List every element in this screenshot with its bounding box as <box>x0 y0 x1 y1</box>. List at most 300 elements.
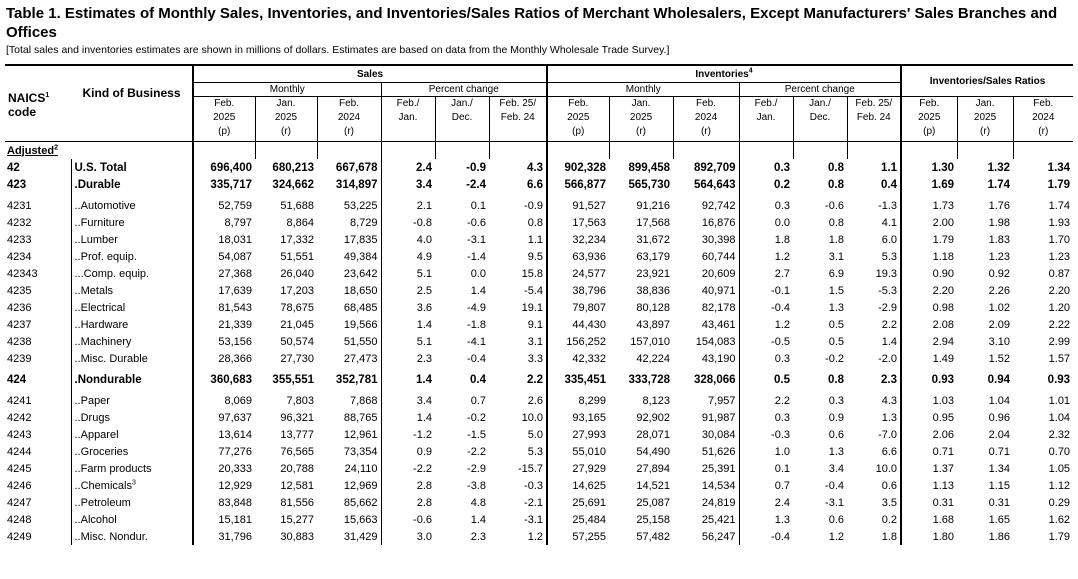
value-cell: 25,484 <box>547 511 609 528</box>
value-cell: 9.1 <box>527 318 544 331</box>
value-cell: 3.4 <box>381 176 435 193</box>
value-cell: 2.3 <box>881 373 898 386</box>
value-cell: 42,332 <box>547 350 609 367</box>
column-header-line: Feb. <box>568 98 589 109</box>
value-cell: 2.1 <box>381 193 435 214</box>
value-cell: 6.6 <box>527 178 544 191</box>
naics-code: 4243 <box>7 428 32 441</box>
value-cell: 2.3 <box>381 350 435 367</box>
value-cell: 0.3 <box>828 394 845 407</box>
naics-code: 424 <box>7 373 27 386</box>
value-cell: 1.05 <box>1048 462 1071 475</box>
column-header-line: (p) <box>572 126 585 137</box>
value-cell: 1.20 <box>1048 301 1071 314</box>
value-cell: 25,691 <box>547 494 609 511</box>
naics-code: 4249 <box>7 530 32 543</box>
value-cell: 20,333 <box>193 460 255 477</box>
value-cell: 8,299 <box>547 388 609 409</box>
value-cell: 2.00 <box>901 214 957 231</box>
value-cell: 1.65 <box>988 513 1011 526</box>
value-cell: 2.5 <box>381 282 435 299</box>
value-cell: -0.9 <box>524 199 544 212</box>
value-cell: 12,929 <box>193 477 255 494</box>
column-header-line: Feb. 24 <box>500 112 535 123</box>
value-cell: 17,203 <box>280 284 314 297</box>
value-cell: 0.90 <box>901 265 957 282</box>
kind-of-business: U.S. Total <box>71 159 193 176</box>
value-cell: 18,031 <box>193 231 255 248</box>
value-cell: 0.8 <box>828 373 845 386</box>
value-cell: 0.9 <box>828 411 845 424</box>
value-cell: 2.09 <box>988 318 1011 331</box>
value-cell: -0.2 <box>467 411 486 424</box>
value-cell: 93,165 <box>547 409 609 426</box>
value-cell: 566,877 <box>547 176 609 193</box>
value-cell: 2.94 <box>901 333 957 350</box>
value-cell: 1.4 <box>881 335 898 348</box>
value-cell: -0.9 <box>466 161 486 174</box>
value-cell: 2.26 <box>988 284 1011 297</box>
value-cell: -7.0 <box>878 428 898 441</box>
value-cell: 15,663 <box>343 513 378 526</box>
value-cell: -2.1 <box>524 496 544 509</box>
value-cell: 81,556 <box>280 496 314 509</box>
value-cell: 19.1 <box>521 301 544 314</box>
value-cell: 0.71 <box>988 445 1011 458</box>
value-cell: -3.1 <box>825 496 845 509</box>
value-cell: 91,216 <box>636 199 671 212</box>
column-header-line: Jan. <box>631 98 651 109</box>
naics-code: 4236 <box>7 301 32 314</box>
value-cell: 0.2 <box>739 176 793 193</box>
column-header <box>609 97 673 142</box>
value-cell: 0.92 <box>988 267 1011 280</box>
value-cell: 26,040 <box>280 267 314 280</box>
value-cell: 23,921 <box>636 267 671 280</box>
value-cell: 1.4 <box>381 316 435 333</box>
value-cell: 324,662 <box>272 178 314 191</box>
naics-code: 4234 <box>7 250 32 263</box>
value-cell: 5.1 <box>381 333 435 350</box>
table-row <box>5 333 1073 350</box>
value-cell: 2.3 <box>470 530 486 543</box>
value-cell: -2.9 <box>878 301 898 314</box>
value-cell: 43,461 <box>701 318 736 331</box>
value-cell: 54,490 <box>636 445 671 458</box>
kind-of-business: ..Apparel <box>71 426 193 443</box>
value-cell: 4.9 <box>381 248 435 265</box>
value-cell: 13,777 <box>280 428 314 441</box>
value-cell: 0.3 <box>739 193 793 214</box>
value-cell: 1.13 <box>901 477 957 494</box>
value-cell: 1.37 <box>901 460 957 477</box>
column-header-line: Feb. 25/ <box>499 98 537 109</box>
value-cell: 88,765 <box>343 411 378 424</box>
column-header-line: 2025 <box>213 112 236 123</box>
value-cell: 0.5 <box>739 367 793 388</box>
value-cell: 17,568 <box>636 216 671 229</box>
value-cell: 2.8 <box>381 477 435 494</box>
column-header-line: Feb./ <box>754 98 778 109</box>
value-cell: 2.22 <box>1048 318 1071 331</box>
value-cell: 68,485 <box>343 301 378 314</box>
value-cell: 4.3 <box>881 394 898 407</box>
column-header <box>381 97 435 142</box>
value-cell: 92,902 <box>636 411 671 424</box>
column-header <box>317 97 381 142</box>
value-cell: -2.2 <box>381 460 435 477</box>
kind-of-business: ..Petroleum <box>71 494 193 511</box>
value-cell: 1.04 <box>1048 411 1071 424</box>
value-cell: -0.6 <box>467 216 486 229</box>
value-cell: 15,181 <box>193 511 255 528</box>
value-cell: -2.4 <box>466 178 486 191</box>
value-cell: 14,625 <box>547 477 609 494</box>
value-cell: 1.2 <box>739 316 793 333</box>
value-cell: 1.3 <box>828 301 845 314</box>
value-cell: 1.76 <box>988 199 1011 212</box>
value-cell: 27,368 <box>193 265 255 282</box>
value-cell: -1.5 <box>467 428 486 441</box>
value-cell: 28,366 <box>193 350 255 367</box>
value-cell: 0.0 <box>739 214 793 231</box>
value-cell: 8,729 <box>349 216 378 229</box>
table-row <box>5 511 1073 528</box>
kind-of-business: ..Prof. equip. <box>71 248 193 265</box>
value-cell: 3.6 <box>381 299 435 316</box>
value-cell: 0.6 <box>881 479 898 492</box>
value-cell: 902,328 <box>547 159 609 176</box>
column-header-line: 2025 <box>274 112 298 123</box>
column-header-line: (r) <box>701 126 712 137</box>
ratios-group-header: Inventories/Sales Ratios <box>901 65 1073 97</box>
value-cell: 25,087 <box>636 496 671 509</box>
value-cell: -3.1 <box>524 513 544 526</box>
column-header-line: Feb./ <box>396 98 420 109</box>
value-cell: 1.4 <box>470 284 486 297</box>
value-cell: 696,400 <box>193 159 255 176</box>
column-header-line: Feb. <box>1033 98 1054 109</box>
value-cell: 3.4 <box>381 388 435 409</box>
table-row <box>5 350 1073 367</box>
sales-group-header: Sales <box>193 65 547 83</box>
column-header-line: (r) <box>980 126 991 137</box>
value-cell: 0.6 <box>828 428 845 441</box>
value-cell: 1.86 <box>988 530 1011 543</box>
value-cell: 17,835 <box>343 233 378 246</box>
value-cell: 1.3 <box>828 445 845 458</box>
value-cell: 21,045 <box>280 318 314 331</box>
value-cell: 24,819 <box>701 496 736 509</box>
value-cell: 0.3 <box>739 409 793 426</box>
value-cell: 0.71 <box>901 443 957 460</box>
value-cell: 5.3 <box>881 250 898 263</box>
value-cell: 81,543 <box>193 299 255 316</box>
value-cell: 564,643 <box>693 178 736 191</box>
naics-code: 4245 <box>7 462 32 475</box>
column-header-line: Feb. 24 <box>856 112 891 123</box>
value-cell: 0.93 <box>901 367 957 388</box>
value-cell: 1.15 <box>988 479 1011 492</box>
value-cell: 4.8 <box>470 496 486 509</box>
value-cell: 1.0 <box>739 443 793 460</box>
value-cell: -0.4 <box>739 528 793 545</box>
value-cell: 1.18 <box>901 248 957 265</box>
adjusted-text: Adjusted <box>7 144 55 157</box>
value-cell: 57,482 <box>636 530 671 543</box>
value-cell: 0.70 <box>1048 445 1071 458</box>
value-cell: -0.3 <box>524 479 544 492</box>
value-cell: 10.0 <box>521 411 544 424</box>
table-row <box>5 443 1073 460</box>
value-cell: 10.0 <box>875 462 898 475</box>
value-cell: 156,252 <box>547 333 609 350</box>
value-cell: 8,864 <box>286 216 314 229</box>
value-cell: 44,430 <box>547 316 609 333</box>
value-cell: 43,190 <box>701 352 736 365</box>
column-header-line: Jan. <box>398 112 418 123</box>
value-cell: 3.5 <box>881 496 898 509</box>
value-cell: 1.83 <box>988 233 1011 246</box>
value-cell: 7,803 <box>286 394 314 407</box>
value-cell: -0.5 <box>739 333 793 350</box>
sales-pct-header: Percent change <box>381 83 547 97</box>
value-cell: 55,010 <box>547 443 609 460</box>
kind-of-business: ..Misc. Durable <box>71 350 193 367</box>
value-cell: 14,521 <box>636 479 671 492</box>
value-cell: 0.31 <box>988 496 1011 509</box>
naics-code: 4246 <box>7 479 32 492</box>
column-header <box>847 97 901 142</box>
value-cell: 1.3 <box>881 411 898 424</box>
value-cell: 0.7 <box>739 477 793 494</box>
table-row <box>5 176 1073 193</box>
inv-pct-header: Percent change <box>739 83 901 97</box>
kind-of-business: ..Automotive <box>71 193 193 214</box>
value-cell: 0.5 <box>828 335 845 348</box>
kind-of-business: ..Lumber <box>71 231 193 248</box>
table-row <box>5 367 1073 388</box>
kind-of-business: ..Hardware <box>71 316 193 333</box>
value-cell: -2.2 <box>467 445 486 458</box>
inventories-group-header: Inventories$^4$ <box>547 65 901 83</box>
value-cell: 0.4 <box>881 178 898 191</box>
table-row <box>5 316 1073 333</box>
value-cell: 565,730 <box>628 178 671 191</box>
kind-of-business: ..Electrical <box>71 299 193 316</box>
column-header-line: 2024 <box>694 112 718 123</box>
value-cell: 5.0 <box>527 428 544 441</box>
value-cell: 49,384 <box>343 250 378 263</box>
value-cell: 56,247 <box>701 530 736 543</box>
value-cell: 1.8 <box>828 233 845 246</box>
value-cell: 27,894 <box>636 462 671 475</box>
value-cell: 91,527 <box>547 193 609 214</box>
value-cell: 0.31 <box>901 494 957 511</box>
table-row <box>5 193 1073 214</box>
column-header-line: 2025 <box>567 112 590 123</box>
column-header <box>957 97 1013 142</box>
value-cell: 3.1 <box>828 250 845 263</box>
value-cell: 1.57 <box>1048 352 1071 365</box>
value-cell: 3.4 <box>828 462 845 475</box>
kind-of-business: ..Metals <box>71 282 193 299</box>
value-cell: 32,234 <box>547 231 609 248</box>
value-cell: 5.1 <box>381 265 435 282</box>
column-header <box>793 97 847 142</box>
value-cell: 0.0 <box>470 267 486 280</box>
value-cell: 2.2 <box>527 373 544 386</box>
value-cell: 4.0 <box>381 231 435 248</box>
inv-monthly-header: Monthly <box>547 83 739 97</box>
value-cell: 19.3 <box>875 267 898 280</box>
value-cell: 0.29 <box>1048 496 1071 509</box>
value-cell: 1.79 <box>901 231 957 248</box>
column-header-line: Feb. <box>696 98 717 109</box>
value-cell: 1.2 <box>828 530 845 543</box>
column-header <box>547 97 609 142</box>
kind-of-business: ..Alcohol <box>71 511 193 528</box>
column-header-line: Feb. 25/ <box>855 98 893 109</box>
value-cell: 0.5 <box>828 318 845 331</box>
value-cell: 2.20 <box>1048 284 1071 297</box>
value-cell: 1.4 <box>381 367 435 388</box>
value-cell: 63,179 <box>636 250 671 263</box>
value-cell: 2.99 <box>1048 335 1071 348</box>
table-row <box>5 159 1073 176</box>
value-cell: 51,551 <box>280 250 314 263</box>
naics-code: 4248 <box>7 513 32 526</box>
value-cell: 60,744 <box>701 250 736 263</box>
table-row <box>5 528 1073 545</box>
value-cell: 13,614 <box>193 426 255 443</box>
value-cell: 2.8 <box>381 494 435 511</box>
value-cell: 1.79 <box>1048 530 1071 543</box>
column-header-line: Jan. <box>975 98 995 109</box>
value-cell: -0.6 <box>825 199 845 212</box>
naics-code: 42343 <box>7 267 38 280</box>
value-cell: 17,332 <box>280 233 314 246</box>
value-cell: 7,868 <box>349 394 378 407</box>
naics-code: 4238 <box>7 335 32 348</box>
value-cell: 2.06 <box>901 426 957 443</box>
value-cell: 0.2 <box>881 513 898 526</box>
value-cell: 2.32 <box>1048 428 1071 441</box>
value-cell: 5.3 <box>527 445 544 458</box>
value-cell: 1.98 <box>988 216 1011 229</box>
value-cell: 1.74 <box>987 178 1011 191</box>
value-cell: 4.3 <box>527 161 544 174</box>
column-header <box>739 97 793 142</box>
value-cell: 17,563 <box>547 214 609 231</box>
value-cell: 1.62 <box>1048 513 1071 526</box>
value-cell: 12,581 <box>280 479 314 492</box>
value-cell: -0.4 <box>467 352 486 365</box>
value-cell: 27,993 <box>547 426 609 443</box>
value-cell: 1.23 <box>988 250 1011 263</box>
value-cell: 25,158 <box>636 513 671 526</box>
value-cell: 23,642 <box>343 267 378 280</box>
value-cell: 51,688 <box>280 199 314 212</box>
value-cell: 1.4 <box>381 409 435 426</box>
value-cell: 0.8 <box>828 178 845 191</box>
value-cell: 42,224 <box>636 352 671 365</box>
value-cell: 31,429 <box>343 530 378 543</box>
value-cell: 77,276 <box>193 443 255 460</box>
value-cell: 1.79 <box>1047 178 1071 191</box>
column-header-line: 2025 <box>629 112 653 123</box>
naics-code: 4239 <box>7 352 32 365</box>
column-header-line: 2024 <box>1032 112 1055 123</box>
value-cell: -1.8 <box>467 318 486 331</box>
value-cell: 0.1 <box>470 199 486 212</box>
value-cell: 360,683 <box>193 367 255 388</box>
value-cell: 53,225 <box>343 199 378 212</box>
value-cell: -0.4 <box>739 299 793 316</box>
value-cell: 352,781 <box>335 373 378 386</box>
value-cell: 96,321 <box>280 411 314 424</box>
naics-code: 423 <box>7 178 27 191</box>
column-header-line: Jan./ <box>451 98 473 109</box>
value-cell: 2.08 <box>901 316 957 333</box>
naics-code: 4231 <box>7 199 32 212</box>
table-row <box>5 214 1073 231</box>
column-header <box>435 97 489 142</box>
value-cell: 3.10 <box>988 335 1011 348</box>
value-cell: 57,255 <box>547 528 609 545</box>
value-cell: 31,796 <box>193 528 255 545</box>
value-cell: -0.6 <box>381 511 435 528</box>
value-cell: 31,672 <box>636 233 671 246</box>
table-title: Table 1. Estimates of Monthly Sales, Inventories, and Inventories/Sales Ratios of Merchant Wholesalers, Except Manufacturers' Sales Branches and Offices <box>6 5 1058 41</box>
naics-code: 4247 <box>7 496 32 509</box>
column-header-line: Jan./ <box>809 98 831 109</box>
sales-monthly-header: Monthly <box>193 83 381 97</box>
column-header-line: (p) <box>923 126 936 137</box>
value-cell: 328,066 <box>693 373 736 386</box>
value-cell: 0.93 <box>1047 373 1071 386</box>
value-cell: 7,957 <box>707 394 736 407</box>
value-cell: 2.4 <box>739 494 793 511</box>
kind-of-business: .Durable <box>71 176 193 193</box>
value-cell: 6.0 <box>881 233 898 246</box>
value-cell: 20,609 <box>701 267 736 280</box>
column-header-line: Feb. <box>919 98 940 109</box>
kind-of-business: ..Furniture <box>71 214 193 231</box>
value-cell: 6.9 <box>828 267 845 280</box>
value-cell: 97,637 <box>193 409 255 426</box>
value-cell: 91,987 <box>701 411 736 424</box>
value-cell: -3.1 <box>467 233 486 246</box>
value-cell: 51,550 <box>343 335 378 348</box>
column-header <box>489 97 547 142</box>
column-header-line: (r) <box>636 126 647 137</box>
adjusted-label <box>5 142 71 160</box>
value-cell: 1.74 <box>1048 199 1071 212</box>
column-header-line: (r) <box>1038 126 1049 137</box>
value-cell: 6.6 <box>881 445 898 458</box>
value-cell: 53,156 <box>193 333 255 350</box>
column-header-line: Feb. <box>338 98 359 109</box>
value-cell: 20,788 <box>280 462 314 475</box>
table-row <box>5 265 1073 282</box>
value-cell: 18,650 <box>343 284 378 297</box>
kind-of-business: ..Farm products <box>71 460 193 477</box>
value-cell: 15,277 <box>280 513 314 526</box>
value-cell: 1.01 <box>1048 394 1071 407</box>
value-cell: 24,110 <box>344 462 378 475</box>
value-cell: 52,759 <box>193 193 255 214</box>
